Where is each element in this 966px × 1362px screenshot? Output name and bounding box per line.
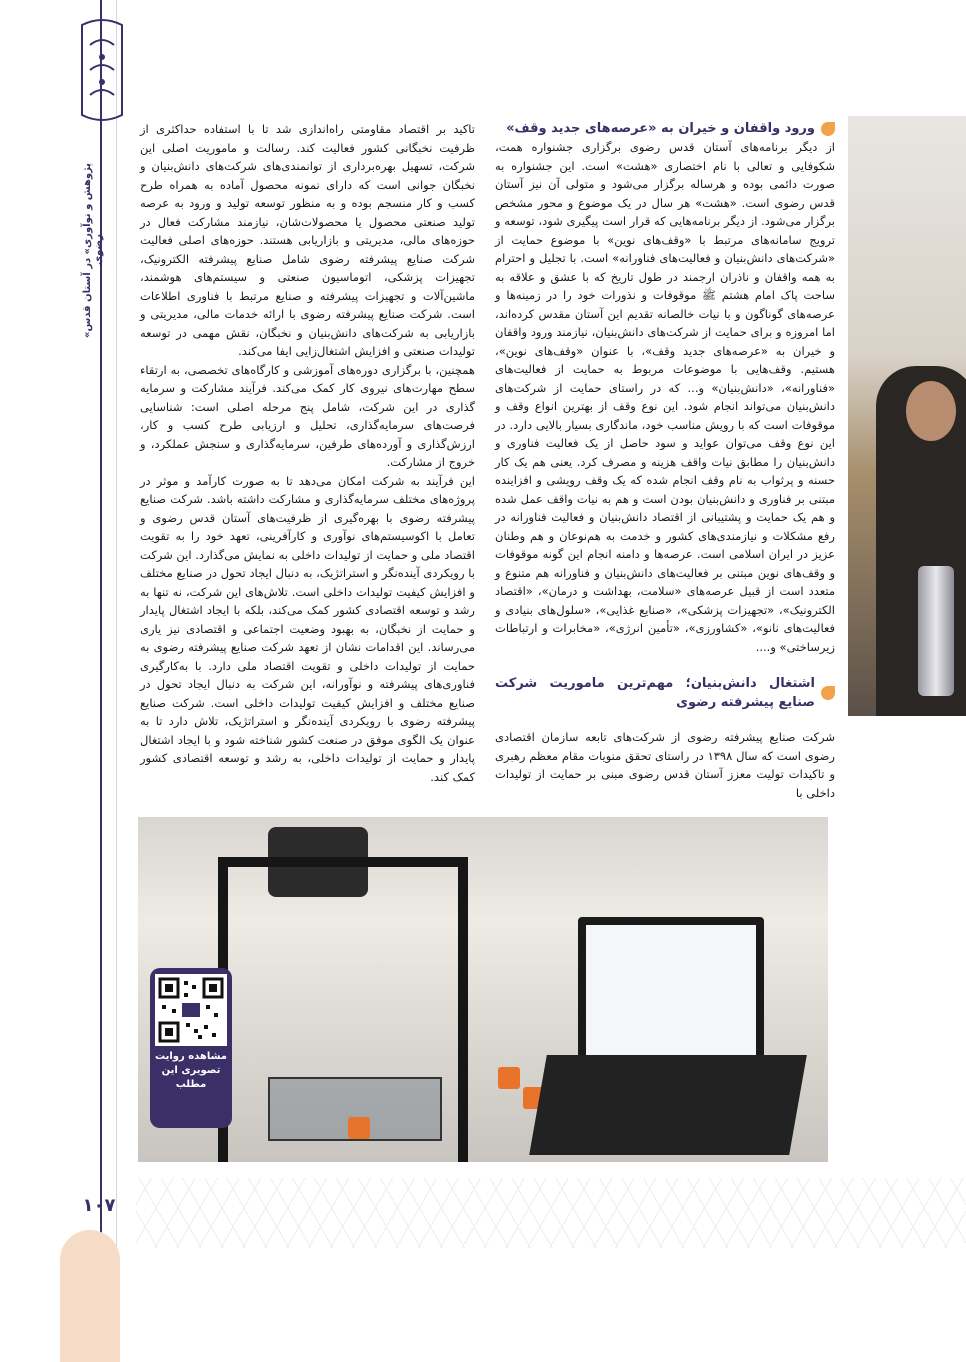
article-paragraph: از دیگر برنامه‌های آستان قدس رضوی برگزاری جشنواره همت، شکوفایی و تعالی با نام اختصاری «هشت» است. این جشنواره به صورت دائمی بوده و هرساله برگزار می‌شود و متولی آن نیز آستان قدس رضوی است. «هشت» هر سال در یک موضوع و محور مشخص برگزار می‌شود. از دیگر برنامه‌هایی که قرار است پیگیری شود، توسعه و ترویج سامانه‌های مرتبط با «وقف‌های نوین» با موضوع حمایت از «شرکت‌های دانش‌بنیان و فعالیت‌های فناورانه» است. با تجلیل و احترام به همه واقفان و ناذران ارجمند در طول تاریخ که با عشق و علاقه به ساحت پاک امام هشتم ﷺ موقوفات و نذورات خود را در زمینه‌ها و عرصه‌های گوناگون و با نیات خالصانه تقدیم این آستان مقدس کرده‌اند، اما امروزه و برای حمایت از شرکت‌های دانش‌بنیان، نیازمند ورود واقفان و خیران به «عرصه‌های جدید وقف»، با عنوان «وقف‌های نوین»، هستیم. وقف‌هایی با موضوعات مربوط به حمایت از فعالیت‌های «فناورانه»، «دانش‌بنیان» و... که در راستای حمایت از شرکت‌های دانش‌بنیان می‌تواند انجام شود. این نوع وقف از بهترین انواع وقف و موقوفات است که با رویش مناسب خود، ماندگاری بسیار بالایی دارد. در این نوع وقف می‌توان عواید و سود حاصل از یک فعالیت فناوری و دانش‌بنیان را مطابق نیات واقف هزینه و مصرف کرد. یعنی هم یک کار حسنه و پرثواب به نام وقف انجام شده که یک وقف رویشی و افزاینده مبتنی بر فناوری و دانش‌بنیان بودن است و هم به نیات واقف عمل شده و هم یک حمایت و پشتیبانی از اقتصاد دانش‌بنیان و فعالیت فناورانه در رفع مشکلات و نیازمندی‌های کشور و خدمت به هم‌نوعان و هم وطنان عزیز در ایران اسلامی است. عرصه‌ها و دامنه انجام این گونه موقوفات و وقف‌های نوین مبتنی بر فعالیت‌های دانش‌بنیان و فناورانه هم متنوع و متعدد است از قبیل عرصه‌های «سلامت، بهداشت و درمان»، «اقتصاد الکترونیک»، «تجهیزات پزشکی»، «صنایع غذایی»، «سلول‌های بنیادی و فعالیت‌های نانو»، «کشاورزی»، «تأمین انرژی»، «مخابرات و ارتباطات زیرساختی» و.... — [495, 140, 835, 654]
section-caption: «پژوهش و نوآوری» در آستان قدس رضوی — [82, 162, 104, 338]
qr-pattern — [158, 977, 224, 1043]
decorative-pattern — [136, 1178, 966, 1248]
qr-card[interactable] — [150, 968, 232, 1128]
exhibition-photo — [848, 116, 966, 716]
section-heading-text: ورود واقفان و خیران به «عرصه‌های جدید وقف» — [506, 121, 815, 136]
logo-icon — [72, 15, 132, 125]
section-heading-2 — [495, 674, 835, 712]
corner-decoration — [60, 1230, 120, 1362]
photo-cylinder — [918, 566, 954, 696]
section-heading-2-text: اشتغال دانش‌بنیان؛ مهم‌ترین ماموریت شرکت صنایع پیشرفته رضوی — [495, 676, 815, 710]
page-number: ۱۰۷ — [82, 1195, 116, 1216]
publication-logo — [70, 10, 134, 130]
bullet-drop-icon — [821, 122, 835, 136]
qr-code-icon[interactable] — [155, 974, 227, 1046]
article-column-right — [495, 120, 835, 790]
section-heading — [495, 120, 835, 138]
article-paragraph: این فرآیند به شرکت امکان می‌دهد تا به صورت کارآمد و موثر در پروژه‌های مختلف سرمایه‌گذاری و مشارکت داشته باشد. شرکت صنایع پیشرفته رضوی با بهره‌گیری از ظرفیت‌های آستان قدس رضوی و تعامل با اکوسیستم‌های نوآوری و کارآفرینی، تعهد خود را به تقویت اقتصاد ملی و حمایت از تولیدات داخلی به نمایش می‌گذارد. این شرکت با رویکردی آینده‌نگر و استراتژیک، به دنبال ایجاد تحول در صنایع مختلف و افزایش کیفیت تولیدات داخلی است. تلاش‌های این شرکت، نه تنها به رشد و توسعه اقتصادی کشور کمک می‌کند، بلکه با ایجاد اشتغال پایدار و حمایت از نخبگان، به بهبود وضعیت اجتماعی و اقتصادی نیز یاری می‌رساند. این اقدامات نشان از تعهد شرکت صنایع پیشرفته رضوی به حمایت از تولیدات داخلی و تقویت اقتصاد ملی دارد. با به‌کارگیری فناوری‌های پیشرفته و نوآورانه، این شرکت به دنبال ایجاد تحول در صنایع مختلف و افزایش کیفیت تولیدات داخلی است. شرکت صنایع پیشرفته رضوی با رویکردی آینده‌نگر و استراتژیک، تلاش دارد تا به عنوان یک الگوی موفق در صنعت کشور شناخته شود و با ایجاد اشتغال پایدار و حمایت از تولیدات داخلی، به رشد و توسعه اقتصادی کشور کمک کند. — [140, 473, 475, 784]
bullet-drop-icon — [821, 686, 835, 700]
printed-part — [348, 1117, 370, 1139]
section-lead-paragraph: شرکت صنایع پیشرفته رضوی از شرکت‌های تابعه سازمان اقتصادی رضوی است که سال ۱۳۹۸ در راستای تحقق منویات مقام معظم رهبری و تاکیدات تولیت معزز آستان قدس رضوی مبنی بر حمایت از تولیدات داخلی با — [495, 730, 835, 800]
printed-part — [498, 1067, 520, 1089]
qr-caption: مشاهده روایت تصویری این مطلب — [155, 1051, 227, 1090]
laptop-screen — [578, 917, 764, 1063]
photo-face — [906, 381, 956, 441]
laptop-keyboard — [529, 1055, 807, 1155]
article-paragraph: تاکید بر اقتصاد مقاومتی راه‌اندازی شد تا با استفاده حداکثری از ظرفیت نخبگانی کشور فعالیت کند. رسالت و ماموریت اصلی این شرکت، تسهیل بهره‌برداری از توانمندی‌های شرکت‌های دانش‌بنیان و نخبگان جوانی است که دارای نمونه محصول آماده به همراه طرح کسب و کار منسجم بوده و به منظور توسعه تولید و ورود به عرصه تولید صنعتی محصول یا محصولات‌شان، نیازمند مشارکت فعال در حوزه‌های مالی، مدیریتی و بازاریابی هستند. حوزه‌های اصلی فعالیت شرکت صنایع پیشرفته رضوی شامل صنایع پیشرفته الکترونیک، تجهیزات پزشکی، اتوماسیون صنعتی و سیستم‌های هوشمند، ماشین‌آلات و تجهیزات پیشرفته و صنایع مرتبط با فناوری اطلاعات است. شرکت صنایع پیشرفته رضوی با ارائه خدمات مالی، مدیریتی و بازاریابی به شرکت‌های دانش‌بنیان و نخبگان، نقش مهمی در توسعه تولیدات صنعتی و افزایش اشتغال‌زایی ایفا می‌کند. — [140, 122, 475, 358]
article-paragraph: همچنین، با برگزاری دوره‌های آموزشی و کارگاه‌های تخصصی، به ارتقاء سطح مهارت‌های نیروی کار کمک می‌کند. فرآیند مشارکت و سرمایه گذاری در این شرکت، شامل پنج مرحله اصلی است: شناسایی فرصت‌های سرمایه‌گذاری، تحلیل و ارزیابی طرح کسب و کار، ارزش‌گذاری و آورده‌های طرفین، سرمایه‌گذاری و سنجش عملکرد، و خروج از مشارکت. — [140, 362, 475, 469]
article-column-left — [140, 120, 475, 784]
printer-photo — [138, 817, 828, 1162]
